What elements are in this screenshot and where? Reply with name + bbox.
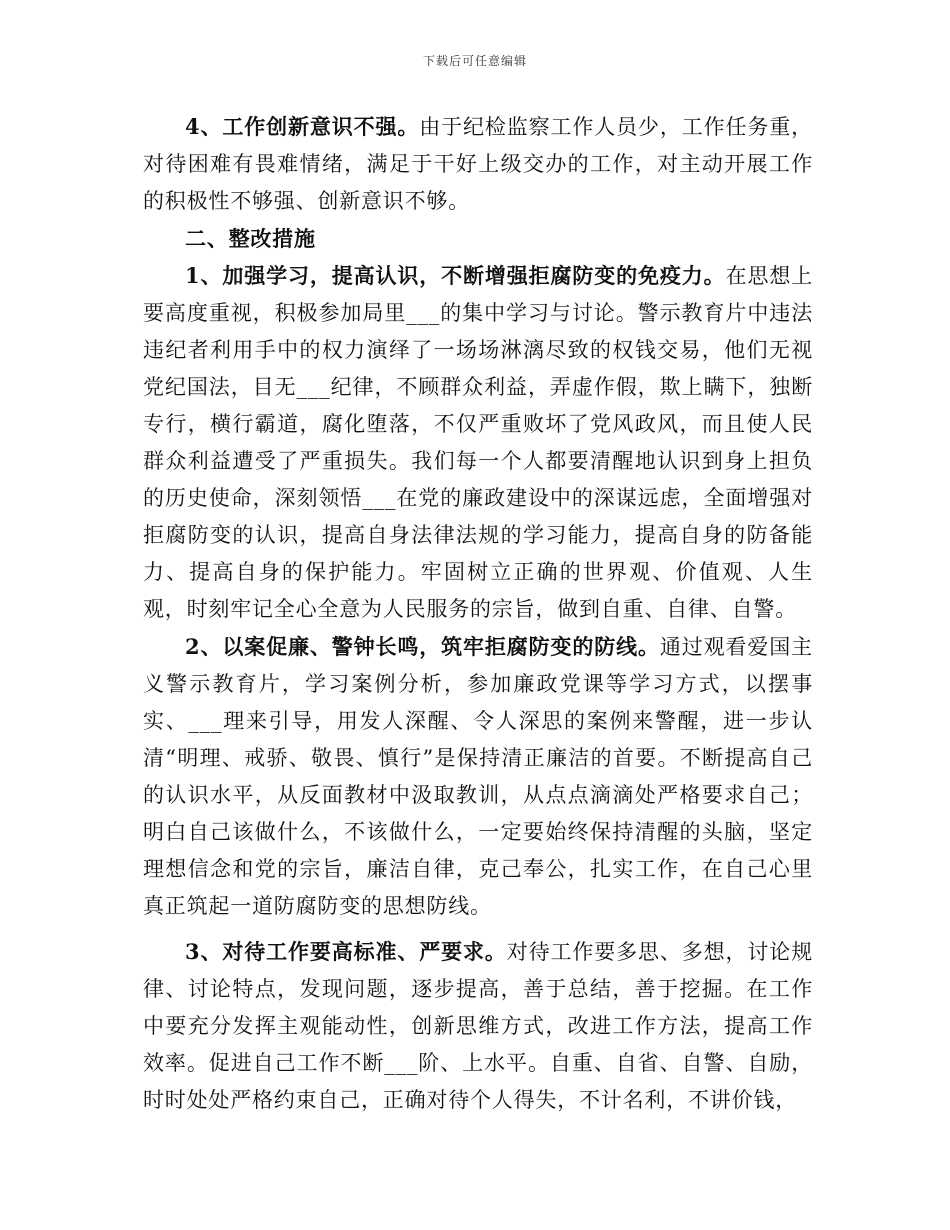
paragraph-measure-1 [143, 257, 813, 628]
paragraph-measure-2 [143, 628, 813, 925]
paragraph-measure-3 [143, 933, 813, 1119]
paragraph-text: 通过观看爱国主义警示教育片，学习案例分析，参加廉政党课等学习方式，以摆事实、___理来引导，用发人深醒、令人深思的案例来警醒，进一步认清“明理、戒骄、敬畏、慎行”是保持清正廉洁的首要。不断提高自己的认识水平，从反面教材中汲取教训，从点点滴滴处严格要求自己；明白自己该做什么，不该做什么，一定要始终保持清醒的头脑，坚定理想信念和党的宗旨，廉洁自律，克己奉公，扎实工作，在自己心里真正筑起一道防腐防变的思想防线。 [143, 635, 813, 918]
paragraph-problem-4 [143, 108, 813, 220]
paragraph-text: 对待工作要多思、多想，讨论规律、讨论特点，发现问题，逐步提高，善于总结，善于挖掘。在工作中要充分发挥主观能动性，创新思维方式，改进工作方法，提高工作效率。促进自己工作不断___阶、上水平。自重、自省、自警、自励，时时处处严格约束自己，正确对待个人得失，不计名利，不讲价钱， [143, 940, 813, 1112]
paragraph-text: 在思想上要高度重视，积极参加局里___的集中学习与讨论。警示教育片中违法违纪者利用手中的权力演绎了一场场淋漓尽致的权钱交易，他们无视党纪国法，目无___纪律，不顾群众利益，弄虚作假，欺上瞒下，独断专行，横行霸道，腐化堕落，不仅严重败坏了党风政风，而且使人民群众利益遭受了严重损失。我们每一个人都要清醒地认识到身上担负的历史使命，深刻领悟___在党的廉政建设中的深谋远虑，全面增强对拒腐防变的认识，提高自身法律法规的学习能力，提高自身的防备能力、提高自身的保护能力。牢固树立正确的世界观、价值观、人生观，时刻牢记全心全意为人民服务的宗旨，做到自重、自律、自警。 [143, 264, 813, 621]
page-header-note: 下载后可任意编辑 [422, 54, 527, 68]
paragraph-lead: 4、工作创新意识不强。 [185, 114, 420, 139]
section-heading-rectification: 二、整改措施 [185, 226, 316, 251]
paragraph-lead: 2、以案促廉、警钟长鸣，筑牢拒腐防变的防线。 [185, 634, 660, 659]
paragraph-lead: 3、对待工作要高标准、严要求。 [185, 939, 507, 964]
document-body [143, 108, 813, 1119]
paragraph-text: 由于纪检监察工作人员少，工作任务重，对待困难有畏难情绪，满足于干好上级交办的工作，对主动开展工作的积极性不够强、创新意识不够。 [143, 115, 813, 213]
paragraph-lead: 1、加强学习，提高认识，不断增强拒腐防变的免疫力。 [185, 263, 726, 288]
